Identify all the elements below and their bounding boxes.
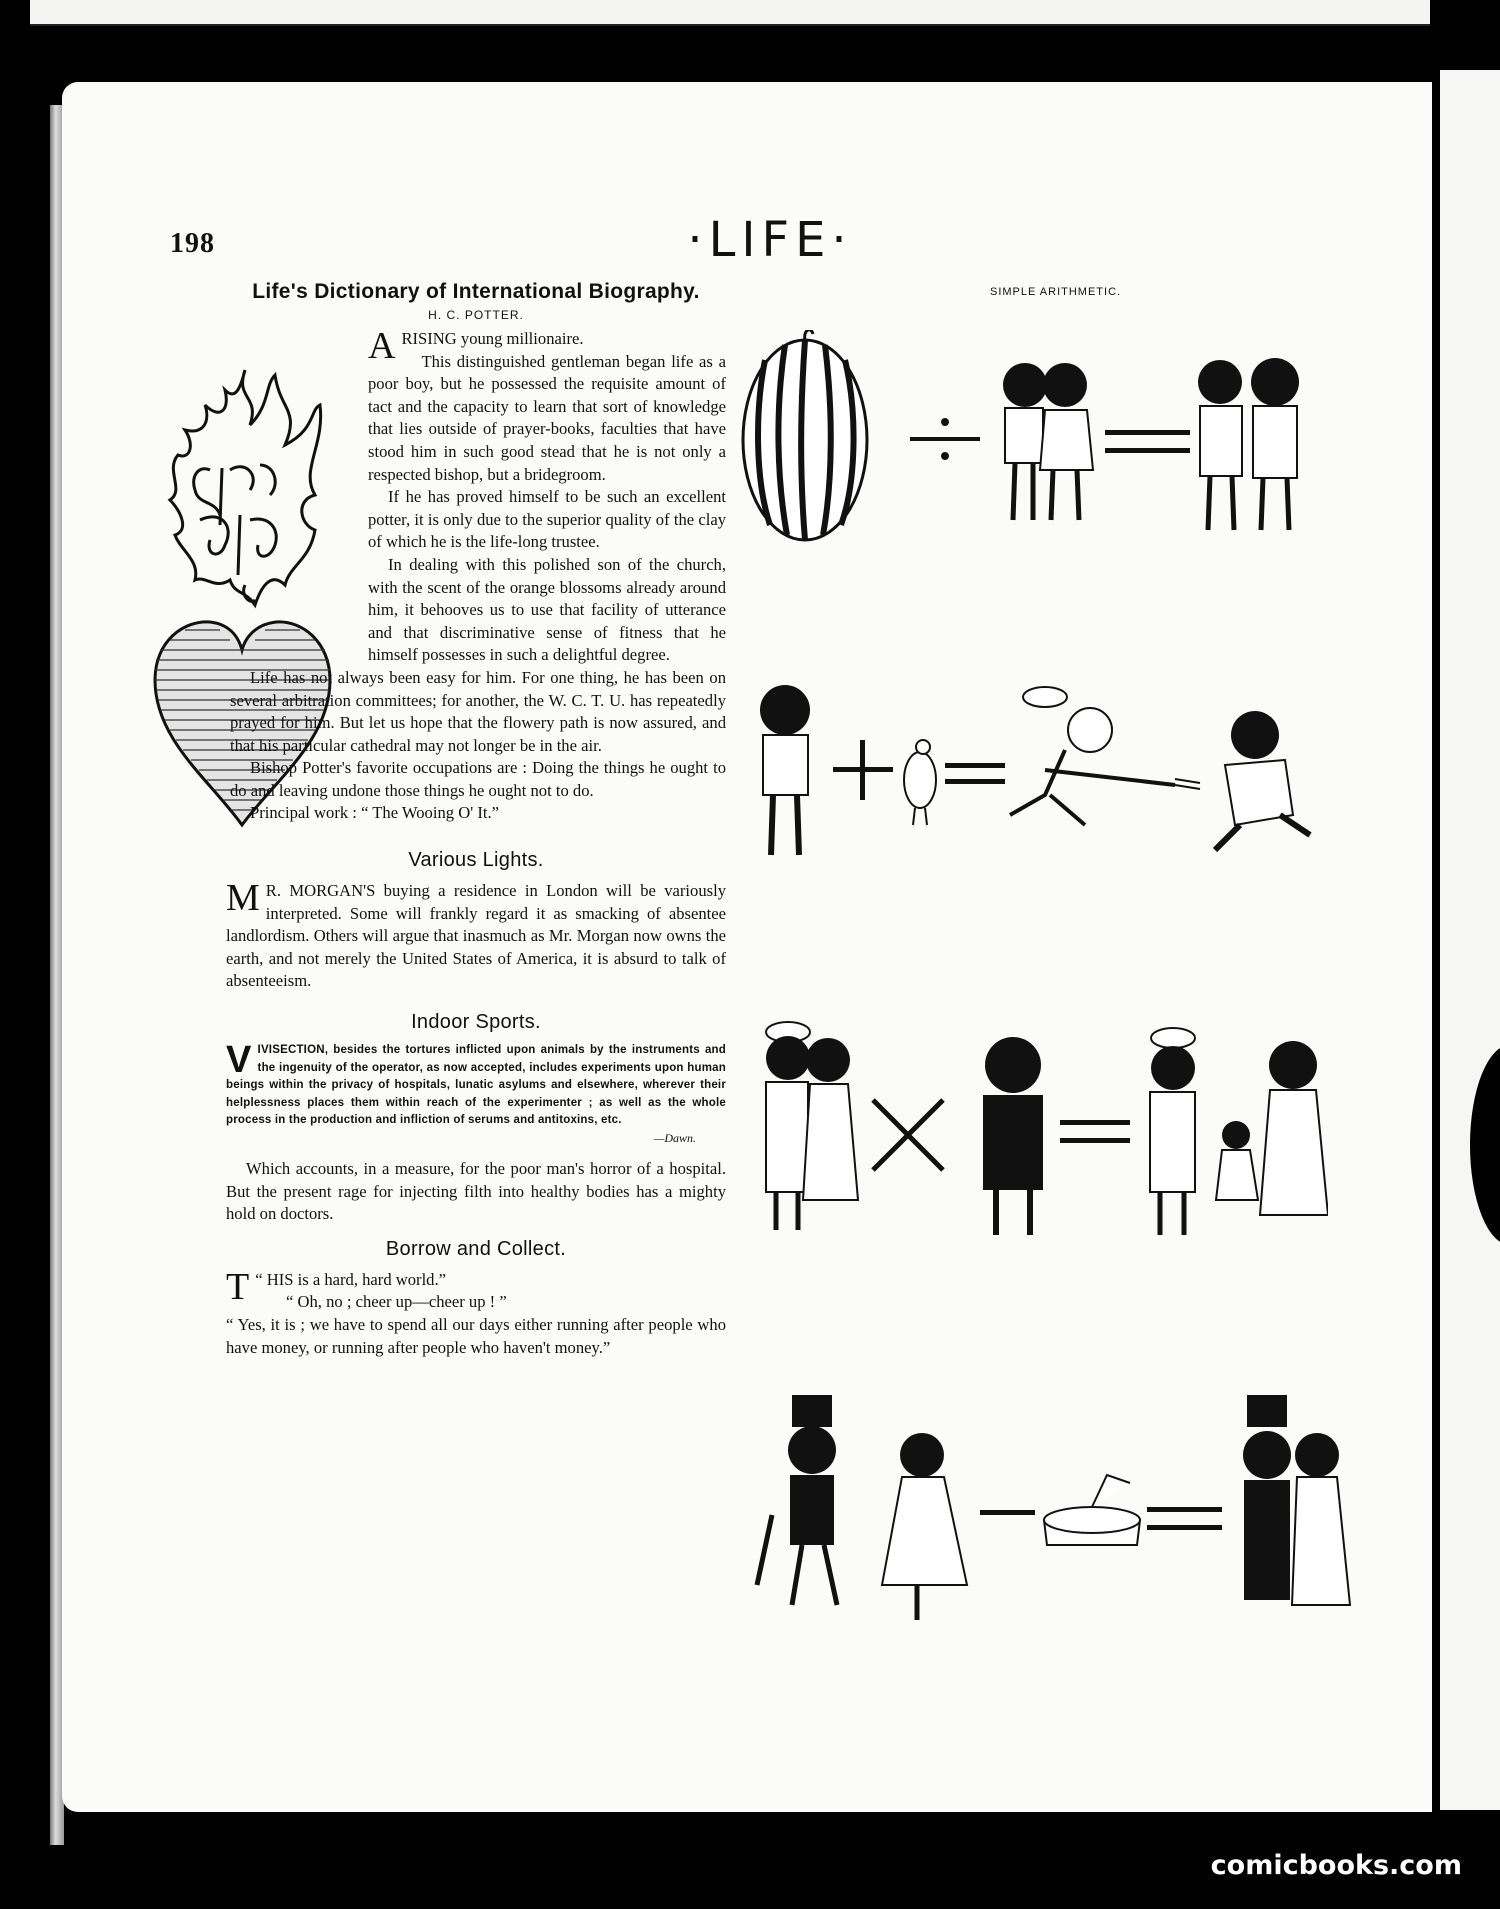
standing-couple-figure [1243, 1395, 1350, 1605]
dictionary-para-4: In dealing with this polished son of the church, with the scent of the orange blossoms already around him, it behooves us to use that facility of utterance and that discriminative sense of fitness that he himself possesses in such a delightful degree. [368, 554, 726, 665]
cartoon-heading: SIMPLE ARITHMETIC. [990, 286, 1122, 298]
cartoon-row-addition [745, 675, 1325, 875]
borrow-collect-heading: Borrow and Collect. [385, 1237, 567, 1260]
couple-figure [766, 1022, 858, 1230]
dropcap-t: T [226, 1265, 250, 1308]
chicken-icon [904, 740, 936, 825]
equals-sign-icon-3 [1060, 1120, 1130, 1143]
farmer-chasing-figure [1010, 687, 1200, 825]
pie-icon [1044, 1475, 1140, 1545]
page-number: 198 [170, 228, 215, 259]
child-figure [760, 685, 810, 855]
minus-sign-icon [980, 1510, 1035, 1515]
borrow-line-3: “ Yes, it is ; we have to spend all our days either running after people who have money, or running after people who haven't money.” [226, 1314, 726, 1357]
two-children-figure-a [1003, 363, 1093, 520]
dictionary-wide-text [230, 667, 726, 825]
watermelon-icon [743, 330, 867, 540]
divide-sign-icon [910, 418, 980, 460]
cartoon-row-multiplication [748, 1010, 1328, 1250]
dictionary-para-1: ARISING young millionaire. [368, 325, 584, 367]
quote-attribution: —Dawn. [653, 1131, 696, 1145]
two-children-figure-b [1198, 358, 1299, 530]
dictionary-para-2: This distinguished gentleman began life as a poor boy, but he possessed the requisite amount of tact and the capacity to learn that sort of knowledge that lies outside of prayer-books, faculties that have stood him in such good stead that he is not only a respected bishop, but a bridegroom. [368, 351, 726, 484]
indoor-sports-quote: VIVISECTION, besides the tortures inflicted upon animals by the instruments and the ingenuity of the operator, as now accepted, includes experiments upon human beings within the privacy of hospitals, lunatic asylums and elsewhere, wherever their helplessness places them within reach of the experimenter ; as well as the whole process in the production and infliction of serums and antitoxins, etc. [226, 1039, 726, 1127]
borrow-line-2: “ Oh, no ; cheer up—cheer up ! ” [286, 1292, 507, 1312]
indoor-sports-heading: Indoor Sports. [411, 1011, 541, 1034]
watermark: comicbooks.com [1210, 1850, 1462, 1881]
dictionary-para-7: Principal work : “ The Wooing O' It.” [250, 803, 499, 823]
various-lights-body: M R. MORGAN'S buying a residence in London will be variously interpreted. Some will frankly regard it as smacking of absentee landlordism. Others will argue that inasmuch as Mr. Morgan now owns the earth, and not merely the United States of America, it is absurd to talk of absenteeism. [226, 877, 726, 991]
dictionary-para-6: Bishop Potter's favorite occupations are : Doing the things he ought to do and leaving undone those things he ought not to do. [230, 758, 726, 800]
facing-page-edge [1440, 70, 1500, 1810]
equals-sign-icon-2 [945, 763, 1005, 784]
cartoon-row-subtraction [752, 1395, 1352, 1625]
family-figure [1150, 1028, 1328, 1235]
dropcap-v: V [226, 1039, 252, 1082]
indoor-sports-body: Which accounts, in a measure, for the poor man's horror of a hospital. But the present rage for injecting filth into healthy bodies has a mighty hold on doctors. [226, 1159, 726, 1224]
dropcap-a: A [368, 325, 396, 367]
masthead-title: ·LIFE· [687, 212, 853, 268]
fleeing-child-figure [1215, 711, 1310, 850]
dancing-couple-figure [757, 1395, 967, 1620]
borrow-line-1: “ T HIS is a hard, hard world.” [226, 1265, 446, 1308]
equals-sign-icon [1105, 430, 1190, 453]
dictionary-para-3: If he has proved himself to be such an excellent potter, it is only due to the superior quality of the clay of which he is the life-long trustee. [368, 487, 726, 552]
dictionary-heading: Life's Dictionary of International Biography. [252, 280, 700, 303]
various-lights-heading: Various Lights. [408, 849, 544, 872]
minister-figure [983, 1037, 1043, 1235]
multiply-sign-icon [873, 1100, 943, 1170]
dictionary-byline: H. C. POTTER. [428, 308, 524, 322]
text-column [226, 280, 726, 1359]
dictionary-para-5: Life has not always been easy for him. For one thing, he has been on several arbitration committees; for another, the W. C. T. U. has repeatedly prayed for him. But let us hope that the flowery path is now assured, and that his particular cathedral may not longer be in the air. [230, 667, 726, 755]
previous-page-strip [30, 0, 1430, 26]
plus-sign-icon [833, 740, 893, 800]
dictionary-narrow-text [368, 325, 726, 667]
dropcap-m: M [226, 877, 260, 920]
cartoon-row-division [735, 330, 1355, 550]
equals-sign-icon-4 [1147, 1507, 1222, 1530]
